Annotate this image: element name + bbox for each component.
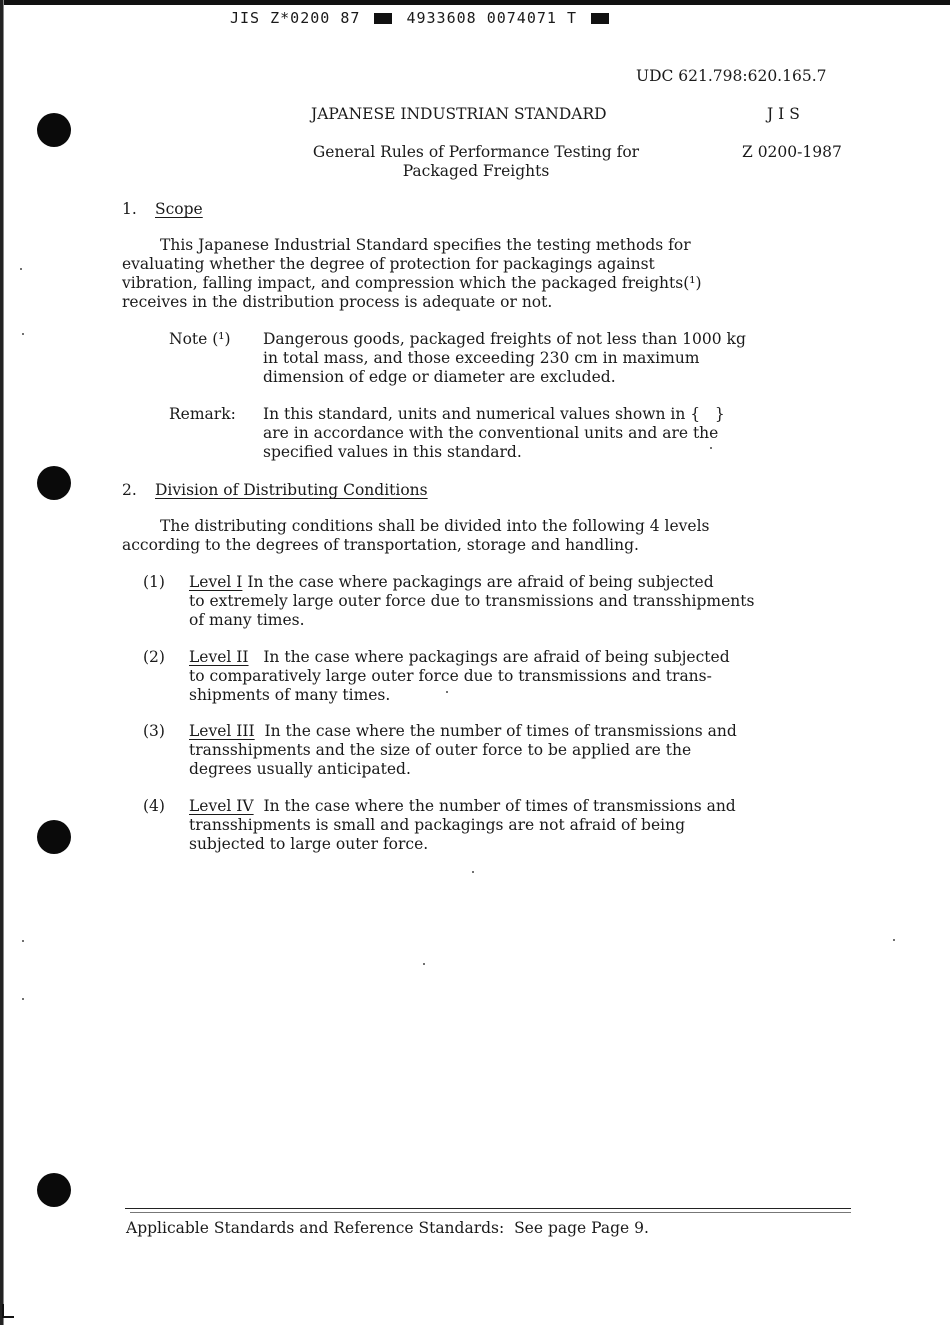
scan-speck xyxy=(893,939,895,941)
redaction-block xyxy=(591,13,609,24)
note-line: Dangerous goods, packaged freights of not less than 1000 kg xyxy=(263,330,746,348)
scan-speck xyxy=(423,963,425,965)
level-item-number: (2) xyxy=(143,648,165,666)
punch-hole xyxy=(37,1173,71,1207)
paragraph-line: receives in the distribution process is adequate or not. xyxy=(122,293,553,311)
scan-left-edge-shadow xyxy=(3,0,4,1325)
remark-line: specified values in this standard. xyxy=(263,443,522,461)
paragraph-line: This Japanese Industrial Standard specifies the testing methods for xyxy=(160,236,691,254)
remark-line: are in accordance with the conventional units and are the xyxy=(263,424,719,442)
note-label: Note (¹) xyxy=(169,330,231,348)
section-1-paragraph xyxy=(122,236,842,312)
document-barcode-header xyxy=(230,9,613,27)
level-item xyxy=(189,722,849,779)
scan-speck xyxy=(20,268,22,270)
footer-rule xyxy=(125,1208,851,1209)
punch-hole xyxy=(37,820,71,854)
level-text: subjected to large outer force. xyxy=(189,835,429,853)
doc-number: Z 0200-1987 xyxy=(742,143,842,161)
level-text: In the case where the number of times of transmissions and xyxy=(263,797,736,815)
doc-title-line: Packaged Freights xyxy=(402,162,550,180)
level-name: Level I xyxy=(189,573,243,591)
remark-label: Remark: xyxy=(169,405,236,423)
level-text: transshipments is small and packagings are not afraid of being xyxy=(189,816,685,834)
level-text: transshipments and the size of outer force to be applied are the xyxy=(189,741,692,759)
scan-speck xyxy=(22,998,24,1000)
level-item-number: (1) xyxy=(143,573,165,591)
level-name: Level II xyxy=(189,648,249,666)
note-line: in total mass, and those exceeding 230 cm in maximum xyxy=(263,349,700,367)
paragraph-line: The distributing conditions shall be divided into the following 4 levels xyxy=(160,517,710,535)
paragraph-line: vibration, falling impact, and compression which the packaged freights(¹) xyxy=(122,274,702,292)
redaction-block xyxy=(374,13,392,24)
level-text: to comparatively large outer force due to transmissions and trans- xyxy=(189,667,712,685)
punch-hole xyxy=(37,466,71,500)
remark-text xyxy=(263,405,843,462)
scan-speck xyxy=(22,333,24,335)
paragraph-line: evaluating whether the degree of protection for packagings against xyxy=(122,255,655,273)
footer-rule xyxy=(130,1212,851,1213)
section-2-number: 2. xyxy=(122,481,137,499)
level-text: In the case where the number of times of transmissions and xyxy=(264,722,737,740)
note-line: dimension of edge or diameter are excluded. xyxy=(263,368,616,386)
level-item-number: (4) xyxy=(143,797,165,815)
level-text: In the case where packagings are afraid of being subjected xyxy=(247,573,714,591)
level-text: of many times. xyxy=(189,611,305,629)
punch-hole xyxy=(37,113,71,147)
level-text: shipments of many times. xyxy=(189,686,391,704)
level-name: Level IV xyxy=(189,797,254,815)
section-2-paragraph xyxy=(122,517,842,555)
scan-corner-mark xyxy=(2,1304,14,1318)
section-2-heading: Division of Distributing Conditions xyxy=(155,481,428,499)
udc-code: UDC 621.798:620.165.7 xyxy=(636,67,827,85)
level-name: Level III xyxy=(189,722,255,740)
level-item xyxy=(189,573,849,630)
org-title: JAPANESE INDUSTRIAN STANDARD xyxy=(311,105,607,123)
scan-speck xyxy=(22,940,24,942)
scan-speck xyxy=(472,871,474,873)
level-text: to extremely large outer force due to transmissions and transshipments xyxy=(189,592,755,610)
remark-line: In this standard, units and numerical values shown in { } xyxy=(263,405,725,423)
header-code-left: JIS Z*0200 87 xyxy=(230,9,361,27)
section-1-number: 1. xyxy=(122,200,137,218)
jis-label: J I S xyxy=(767,105,800,123)
scan-top-edge xyxy=(0,0,950,5)
section-1-heading: Scope xyxy=(155,200,203,218)
paragraph-line: according to the degrees of transportation, storage and handling. xyxy=(122,536,639,554)
level-text: degrees usually anticipated. xyxy=(189,760,411,778)
level-text: In the case where packagings are afraid of being subjected xyxy=(263,648,730,666)
note-text xyxy=(263,330,843,387)
level-item xyxy=(189,648,849,705)
footer-note: Applicable Standards and Reference Standards: See page Page 9. xyxy=(126,1219,649,1237)
doc-title xyxy=(276,143,676,181)
doc-title-line: General Rules of Performance Testing for xyxy=(312,143,640,161)
header-code-right: 4933608 0074071 T xyxy=(406,9,577,27)
level-item-number: (3) xyxy=(143,722,165,740)
level-item xyxy=(189,797,849,854)
